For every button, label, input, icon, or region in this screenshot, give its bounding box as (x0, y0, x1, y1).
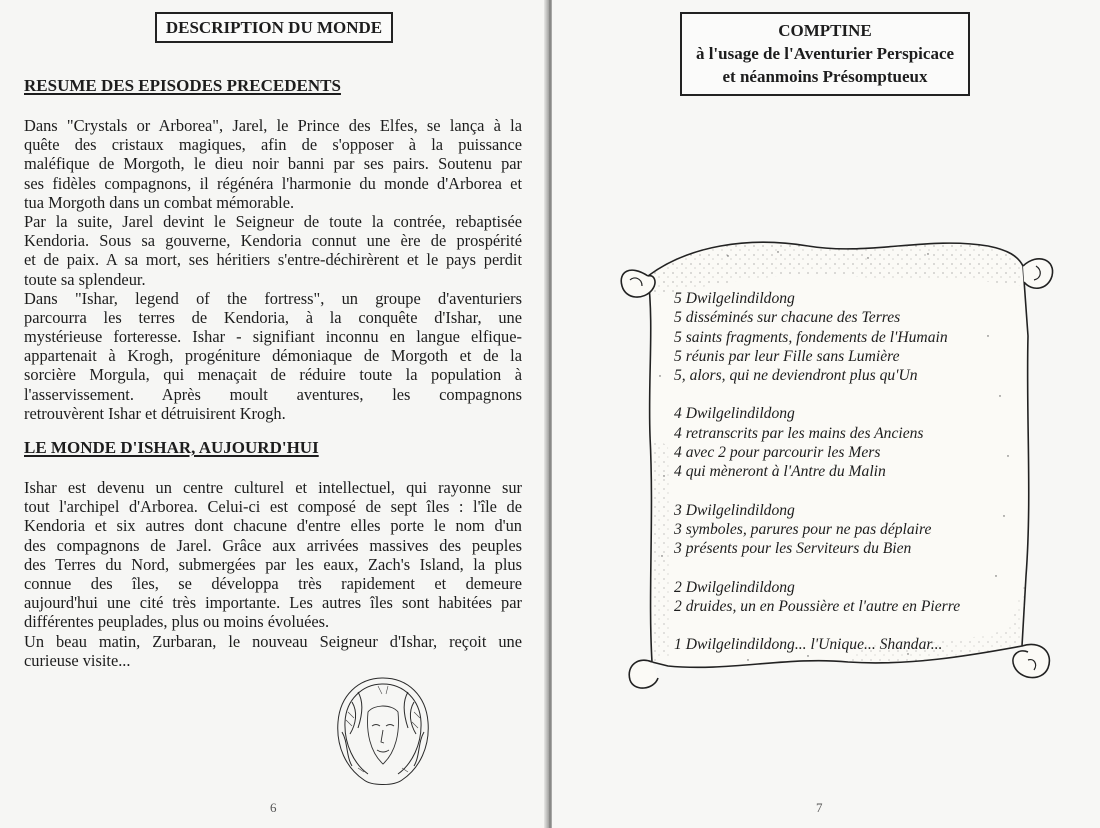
stanza-gap (674, 482, 960, 501)
counting-rhyme-poem (674, 289, 960, 654)
text-line: appartenait à Krogh, progéniture démoniaque de Morgoth et de la (24, 346, 522, 366)
poem-line: 4 Dwilgelindildong (674, 405, 795, 423)
text-line: Ishar est devenu un centre culturel et intellectuel, qui rayonne sur (24, 478, 522, 497)
text-line: ses fidèles compagnons, il régénéra l'harmonie du monde d'Arborea et (24, 173, 522, 193)
text-line: maléfique de Morgoth, le dieu noir banni par ses pairs. Soutenu par (24, 154, 522, 174)
title-line: et néanmoins Présomptueux (722, 67, 928, 86)
previous-episodes-paragraph (24, 116, 522, 423)
text-line: toute sa splendeur. (24, 269, 146, 289)
poem-line: 1 Dwilgelindildong... l'Unique... Shandar... (674, 636, 943, 654)
poem-line: 3 présents pour les Serviteurs du Bien (674, 540, 912, 558)
page-number: 7 (816, 800, 823, 815)
right-page (552, 0, 1100, 828)
poem-line: 5 saints fragments, fondements de l'Humain (674, 328, 948, 346)
poem-line: 4 avec 2 pour parcourir les Mers (674, 444, 881, 462)
text-line: quête des cristaux magiques, afin de s'opposer à la puissance (24, 135, 522, 155)
text-line: connue des îles, se développa très rapidement et demeure (24, 573, 522, 593)
title-line: COMPTINE (778, 21, 872, 40)
poem-line: 2 druides, un en Poussière et l'autre en Pierre (674, 597, 961, 615)
poem-line: 5, alors, qui ne deviendront plus qu'Un (674, 367, 918, 385)
elf-portrait-illustration (328, 672, 438, 792)
stanza-gap (674, 559, 960, 578)
text-line: Kendoria et six autres dont chacune d'entre elles porte le nom d'un (24, 516, 522, 536)
text-line: Par la suite, Jarel devint le Seigneur de toute la contrée, rebaptisée (24, 211, 522, 231)
text-line: parcourra les terres de Kendoria, à la conquête d'Ishar, une (24, 307, 522, 327)
text-line: Dans "Ishar, legend of the fortress", un groupe d'aventuriers (24, 288, 522, 308)
poem-line: 4 retranscrits par les mains des Anciens (674, 424, 924, 442)
text-line: Dans "Crystals or Arborea", Jarel, le Prince des Elfes, se lança à la (24, 116, 522, 135)
text-line: mystérieuse forteresse. Ishar - signifiant inconnu en langue elfique- (24, 327, 522, 347)
poem-line: 5 Dwilgelindildong (674, 290, 795, 307)
poem-line: 3 Dwilgelindildong (674, 501, 795, 519)
text-line: sorcière Morgula, qui menaçait de réduire toute la population à (24, 365, 522, 385)
section-heading-ishar-today: LE MONDE D'ISHAR, AUJOURD'HUI (24, 438, 319, 457)
text-line: différentes peuplades, plus ou moins évoluées. (24, 612, 330, 632)
stanza-gap (674, 616, 960, 635)
left-page (0, 0, 548, 828)
text-line: aujourd'hui une cité très importante. Les autres îles sont habitées par (24, 593, 522, 613)
text-line: tua Morgoth dans un combat mémorable. (24, 192, 295, 212)
left-page-title: DESCRIPTION DU MONDE (155, 12, 393, 43)
text-line: et de paix. A sa mort, ses héritiers s'entre-déchirèrent et le pays perdit (24, 250, 522, 270)
section-heading-previous-episodes: RESUME DES EPISODES PRECEDENTS (24, 76, 341, 95)
poem-line: 5 disséminés sur chacune des Terres (674, 309, 901, 327)
poem-line: 2 Dwilgelindildong (674, 578, 795, 596)
ishar-today-paragraph (24, 478, 522, 670)
text-line: curieuse visite... (24, 650, 131, 670)
page-number: 6 (270, 800, 277, 815)
poem-line: 5 réunis par leur Fille sans Lumière (674, 347, 900, 365)
text-line: Un beau matin, Zurbaran, le nouveau Seigneur d'Ishar, reçoit une (24, 631, 522, 651)
text-line: des Terres du Nord, submergées par les eaux, Zach's Island, la plus (24, 554, 522, 574)
text-line: tout l'archipel d'Arborea. Celui-ci est composé de sept îles : l'île de (24, 497, 522, 517)
poem-line: 4 qui mèneront à l'Antre du Malin (674, 463, 886, 481)
text-line: des compagnons de Jarel. Grâce aux arrivées massives des peuples (24, 535, 522, 555)
text-line: Kendoria. Sous sa gouverne, Kendoria connut une ère de prospérité (24, 231, 522, 251)
text-line: retrouvèrent Ishar et détruisirent Krogh. (24, 403, 286, 423)
title-line: à l'usage de l'Aventurier Perspicace (695, 44, 955, 63)
stanza-gap (674, 385, 960, 404)
poem-line: 3 symboles, parures pour ne pas déplaire (674, 520, 932, 538)
text-line: l'asservissement. Après moult aventures, les compagnons (24, 384, 522, 404)
right-page-title (680, 12, 970, 96)
